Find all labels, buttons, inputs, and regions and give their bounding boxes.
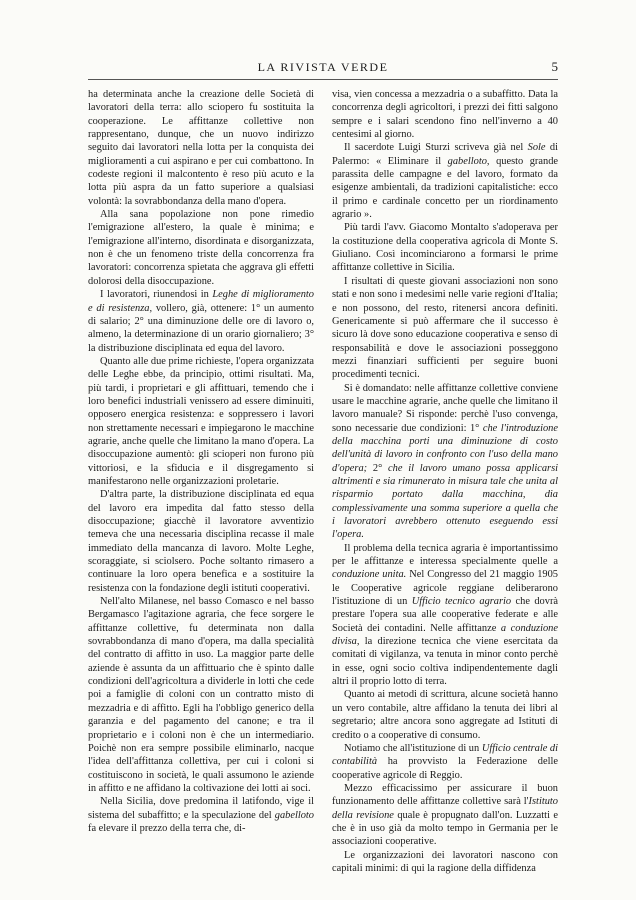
paragraph: Quanto ai metodi di scrittura, alcune società hanno un vero contabile, altre affidano la tenuta dei libri al segretario; altre ancora sono aggregate ad Istituti di credito o a cooperative di consumo. (332, 689, 558, 741)
paragraph: Nell'alto Milanese, nel basso Comasco e nel basso Bergamasco l'agitazione agraria, che fece sorgere le affittanze collettive, fu determinata non dalla sovrabbondanza di mano d'opera, ma dalla specialità del contratto di affitto in uso. La maggior parte delle aziende è assunta da un affittuario che è spinto dalle condizioni dell'agricoltura a dividerle in lotti che cede poi a famiglie di coloni con un contratto misto di mezzadria e di affitto. Egli ha l'obbligo generico della garanzia e del pagamento del canone; e tra il proprietario e i coloni non è che un intermediario. Poichè non era sempre possibile eliminarlo, nacque l'idea dell'affittanza collettiva, per cui i coloni si costituiscono in società, le quali assumono le aziende in affitto e ne affidano la coltivazione dei lotti ai soci. (88, 596, 314, 794)
paragraph: Mezzo efficacissimo per assicurare il buon funzionamento delle affittanze collettive sarà l'Istituto della revisione quale è propugnato dall'on. Luzzatti e che è in uso già da molto tempo in Germania per le associazioni cooperative. (332, 782, 558, 848)
paragraph: D'altra parte, la distribuzione disciplinata ed equa del lavoro era impedita dal fatto stesso della disoccupazione; giacchè il lavoratore avventizio temeva che una necessaria disciplina recasse il male immediato della mancanza di lavoro. Molte Leghe, scoraggiate, si sciolsero. Poche soltanto rimasero a continuare la loro opera benefica e a sostituire la resistenza con la fondazione degli istituti cooperativi. (88, 489, 314, 594)
paragraph: Quanto alle due prime richieste, l'opera organizzata delle Leghe ebbe, da principio, ottimi risultati. Ma, più tardi, i proprietari e gli affittuari, temendo che i loro benefici industriali venissero ad essere diminuiti, opposero energica resistenza: e soppressero i lavori non strettamente necessari e impiegarono le macchine agrarie, anche quelle che limitano la mano d'opera. La disoccupazione aumentò: gli scioperi non furono più vittoriosi, e la sfiducia e il disgregamento si manifestarono nelle organizzazioni proletarie. (88, 355, 314, 487)
left-column (88, 88, 314, 835)
paragraph: Alla sana popolazione non pone rimedio l'emigrazione all'estero, la quale è minima; e l'emigrazione all'interno, disordinata e disorganizzata, non è che un fenomeno triste della concorrenza fra lavoratori: concorrenza spietata che aggrava gli effetti dolorosi della disoccupazione. (88, 209, 314, 287)
paragraph: I risultati di queste giovani associazioni non sono stati e non sono i medesimi nelle varie regioni d'Italia; e non possono, del resto, ritenersi ancora definiti. Genericamente si può affermare che il successo è sicuro là dove sono educazione cooperativa e senso di responsabilità e dove le associazioni posseggono mezzi finanziari sufficienti per seguire buoni procedimenti tecnici. (332, 275, 558, 381)
paragraph: Si è domandato: nelle affittanze collettive conviene usare le macchine agrarie, anche quelle che limitano il lavoro manuale? Si risponde: perchè l'uso convenga, sono necessarie due condizioni: 1° che l'introduzione della macchina porti una diminuzione di costo dell'unità di lavoro in confronto con l'uso della mano d'opera; 2° che il lavoro umano possa applicarsi altrimenti e sia rimunerato in misura tale che unita al risparmio portato dalla macchina, dia complessivamente una somma superiore a quella che i lavoratori avrebbero ottenuto eseguendo essi l'opera. (332, 382, 558, 541)
paragraph: Notiamo che all'istituzione di un Ufficio centrale di contabilità ha provvisto la Federazione delle cooperative agricole di Reggio. (332, 742, 558, 781)
paragraph: I lavoratori, riunendosi in Leghe di miglioramento e di resistenza, vollero, già, ottenere: 1° un aumento di salario; 2° una diminuzione delle ore di lavoro o, almeno, la determinazione di un orario giornaliero; 3° la distribuzione disciplinata ed equa del lavoro. (88, 289, 314, 354)
paragraph: Le organizzazioni dei lavoratori nascono con capitali minimi: di qui la ragione della diffidenza (332, 849, 558, 874)
page-number: 5 (551, 59, 558, 74)
paragraph: Il sacerdote Luigi Sturzi scriveva già nel Sole di Palermo: « Eliminare il gabelloto, questo grande parassita delle campagne e del lavoro, formato da esigenze ambientali, da tradizioni capitalistiche: ecco il primo e cardinale concetto per un riordinamento agrario ». (332, 142, 559, 221)
paragraph: Il problema della tecnica agraria è importantissimo per le affittanze e interessa specialmente quelle a conduzione unita. Nel Congresso del 21 maggio 1905 le Cooperative agricole reggiane deliberarono l'istituzione di un Ufficio tecnico agrario che dovrà prestare l'opera sua alle cooperative federate e alle Società dei contadini. Nelle affittanze a conduzione divisa, la direzione tecnica che viene esercitata da comitati di vigilanza, va tenuta in minor conto perchè in esse, ogni socio coltiva indipendentemente dagli altri il proprio lotto di terra. (332, 542, 559, 688)
paragraph: Nella Sicilia, dove predomina il latifondo, vige il sistema del subaffitto; e la speculazione del gabelloto fa elevare il prezzo della terra che, di- (88, 796, 314, 834)
header-rule (88, 79, 558, 80)
paragraph: Più tardi l'avv. Giacomo Montalto s'adoperava per la costituzione della cooperativa agricola di Monte S. Giuliano. Così incominciarono a formarsi le prime affittanze collettive in Sicilia. (332, 222, 558, 274)
right-column (332, 88, 558, 875)
paragraph: visa, vien concessa a mezzadria o a subaffitto. Data la concorrenza degli agricoltori, i prezzi dei fitti salgono sempre e i salari scendono fino nell'inverno a 40 centesimi al giorno. (332, 89, 558, 141)
paragraph: ha determinata anche la creazione delle Società di lavoratori della terra: allo sciopero fu sostituita la cooperazione. Le affittanze collettive non rappresentano, dunque, che un nuovo indirizzo seguito dai lavoratori nella lotta per la conquista dei miglioramenti a cui aspirano e per cui combattono. In codeste regioni il malcontento è reso più acuto e la lotta più aspra da un fatto superiore a qualsiasi volontà: la sovrabbondanza della mano d'opera. (88, 89, 314, 207)
journal-title: LA RIVISTA VERDE (257, 60, 389, 74)
running-header (88, 60, 558, 76)
